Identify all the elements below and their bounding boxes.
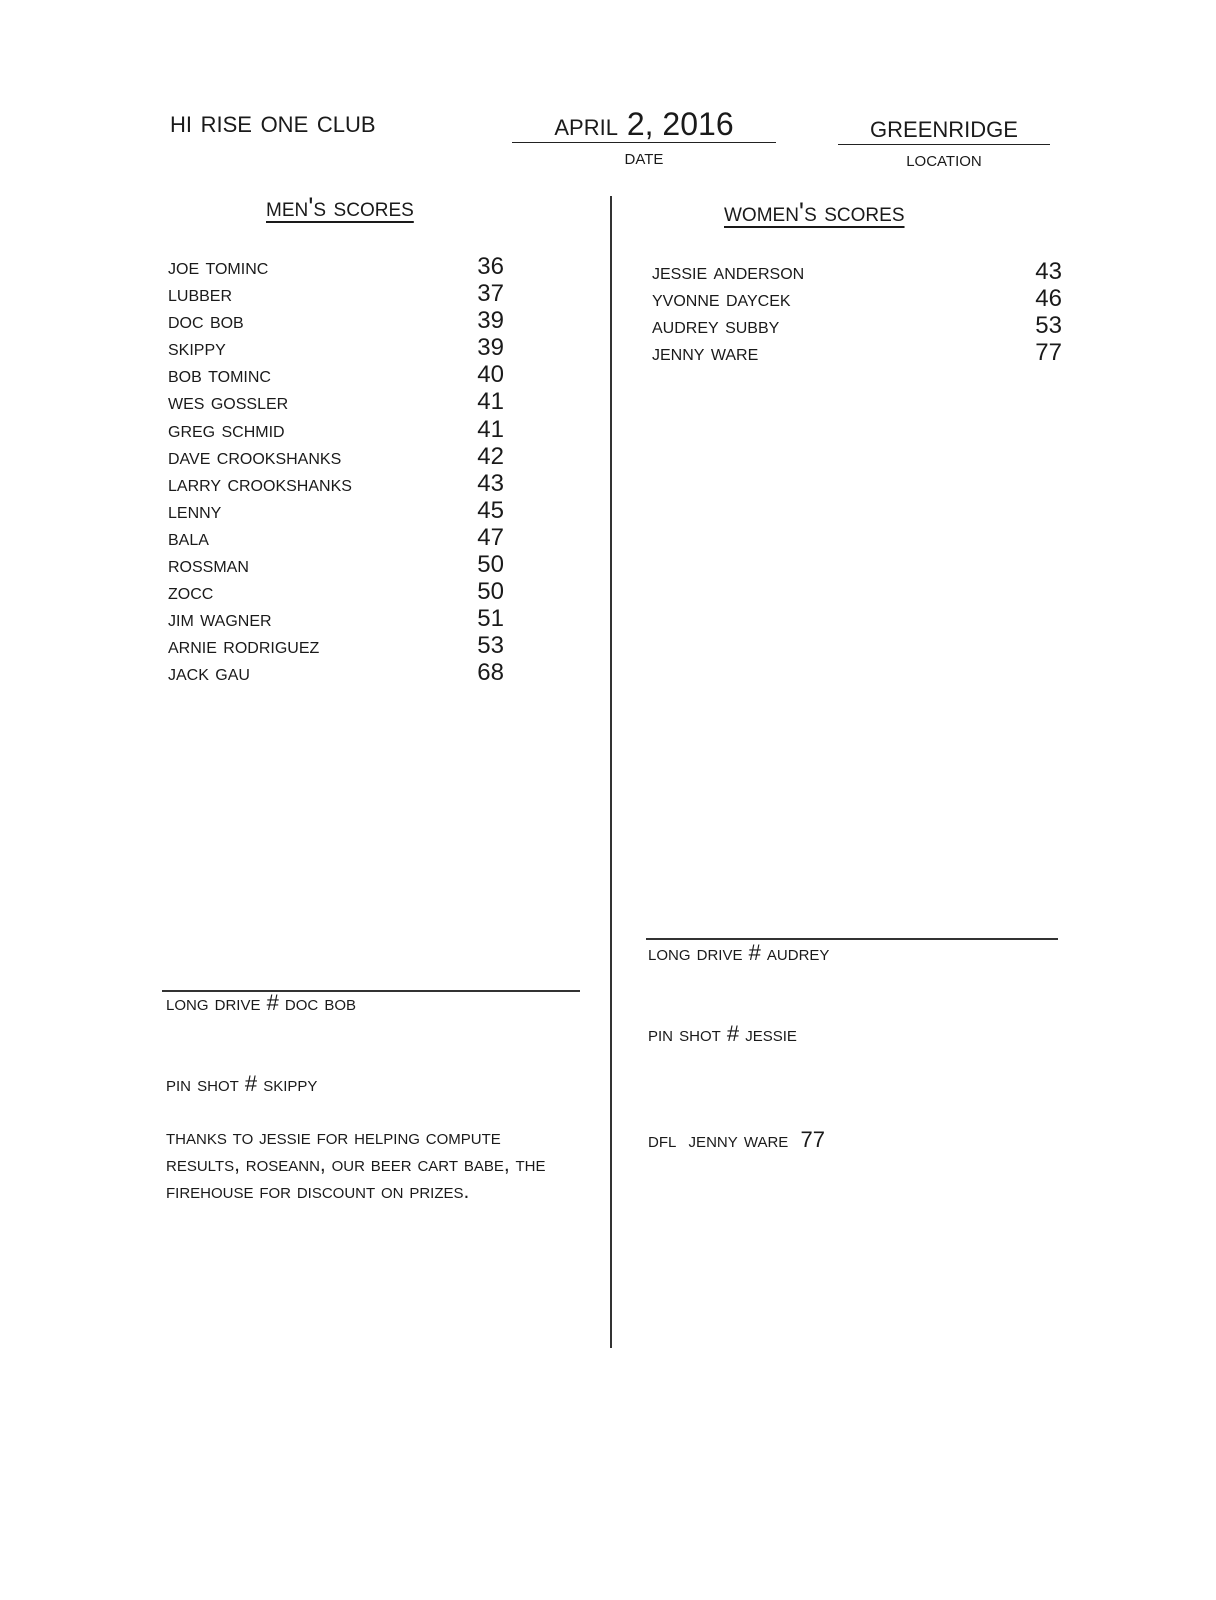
score-row (168, 632, 504, 659)
player-score: 39 (477, 307, 504, 335)
player-score: 53 (1035, 312, 1062, 340)
player-score: 51 (477, 605, 504, 633)
score-row (652, 285, 1062, 312)
player-name: lubber (168, 280, 233, 307)
womens-long-drive: long drive # audrey (648, 940, 830, 965)
player-name: zocc (168, 578, 214, 605)
score-row (168, 253, 504, 280)
player-name: bob tominc (168, 361, 271, 388)
player-name: larry crookshanks (168, 469, 352, 496)
player-name: greg schmid (168, 415, 285, 442)
player-score: 37 (477, 280, 504, 308)
score-row (168, 578, 504, 605)
player-name: joe tominc (168, 253, 269, 279)
mens-long-drive: long drive # doc bob (166, 990, 357, 1015)
score-row (168, 416, 504, 443)
player-score: 50 (477, 578, 504, 606)
player-score: 41 (477, 415, 504, 443)
player-name: rossman (168, 551, 249, 578)
player-name: jack gau (168, 659, 250, 686)
player-score: 45 (477, 496, 504, 524)
club-name: hi rise one club (170, 104, 376, 139)
column-divider (610, 196, 612, 1348)
player-score: 47 (477, 523, 504, 551)
score-row (168, 524, 504, 551)
score-row (168, 388, 504, 415)
womens-score-list (652, 258, 1062, 366)
player-name: doc bob (168, 307, 244, 334)
score-row (168, 334, 504, 361)
player-score: 42 (477, 442, 504, 470)
score-row (652, 339, 1062, 366)
score-row (652, 258, 1062, 285)
thanks-note: thanks to jessie for helping compute results, roseann, our beer cart babe, the firehouse for discount on prizes. (166, 1126, 546, 1203)
player-name: jessie anderson (652, 258, 805, 284)
player-score: 68 (477, 659, 504, 687)
score-row (168, 361, 504, 388)
player-score: 43 (477, 469, 504, 497)
player-score: 40 (477, 361, 504, 389)
player-name: bala (168, 523, 209, 550)
score-row (652, 312, 1062, 339)
location-value: greenridge (838, 110, 1050, 145)
player-score: 36 (477, 253, 504, 280)
player-score: 77 (1035, 339, 1062, 367)
dfl-text: dfl jenny ware 77 (648, 1127, 825, 1152)
player-score: 50 (477, 551, 504, 579)
location-label: location (906, 148, 982, 171)
player-name: dave crookshanks (168, 442, 342, 469)
player-name: audrey subby (652, 312, 780, 339)
player-name: arnie rodriguez (168, 632, 320, 659)
player-score: 43 (1035, 258, 1062, 285)
player-name: yvonne daycek (652, 285, 791, 312)
player-score: 53 (477, 632, 504, 660)
player-name: wes gossler (168, 388, 289, 415)
mens-scores-heading: men's scores (266, 192, 414, 222)
date-label: date (624, 146, 664, 169)
player-name: lenny (168, 496, 222, 523)
womens-scores-heading: women's scores (724, 197, 905, 227)
mens-score-list (168, 253, 504, 687)
mens-pin-shot: pin shot # skippy (166, 1071, 318, 1096)
player-name: jenny ware (652, 339, 759, 366)
score-row (168, 659, 504, 686)
score-row (168, 280, 504, 307)
player-name: skippy (168, 334, 226, 361)
player-score: 41 (477, 388, 504, 416)
womens-pin-shot: pin shot # jessie (648, 1021, 797, 1046)
score-row (168, 307, 504, 334)
player-score: 46 (1035, 285, 1062, 313)
player-score: 39 (477, 334, 504, 362)
player-name: jim wagner (168, 605, 272, 632)
date-value: april 2, 2016 (512, 106, 776, 143)
score-row (168, 443, 504, 470)
score-row (168, 470, 504, 497)
dfl-award (648, 1127, 825, 1153)
score-row (168, 551, 504, 578)
score-row (168, 605, 504, 632)
score-row (168, 497, 504, 524)
